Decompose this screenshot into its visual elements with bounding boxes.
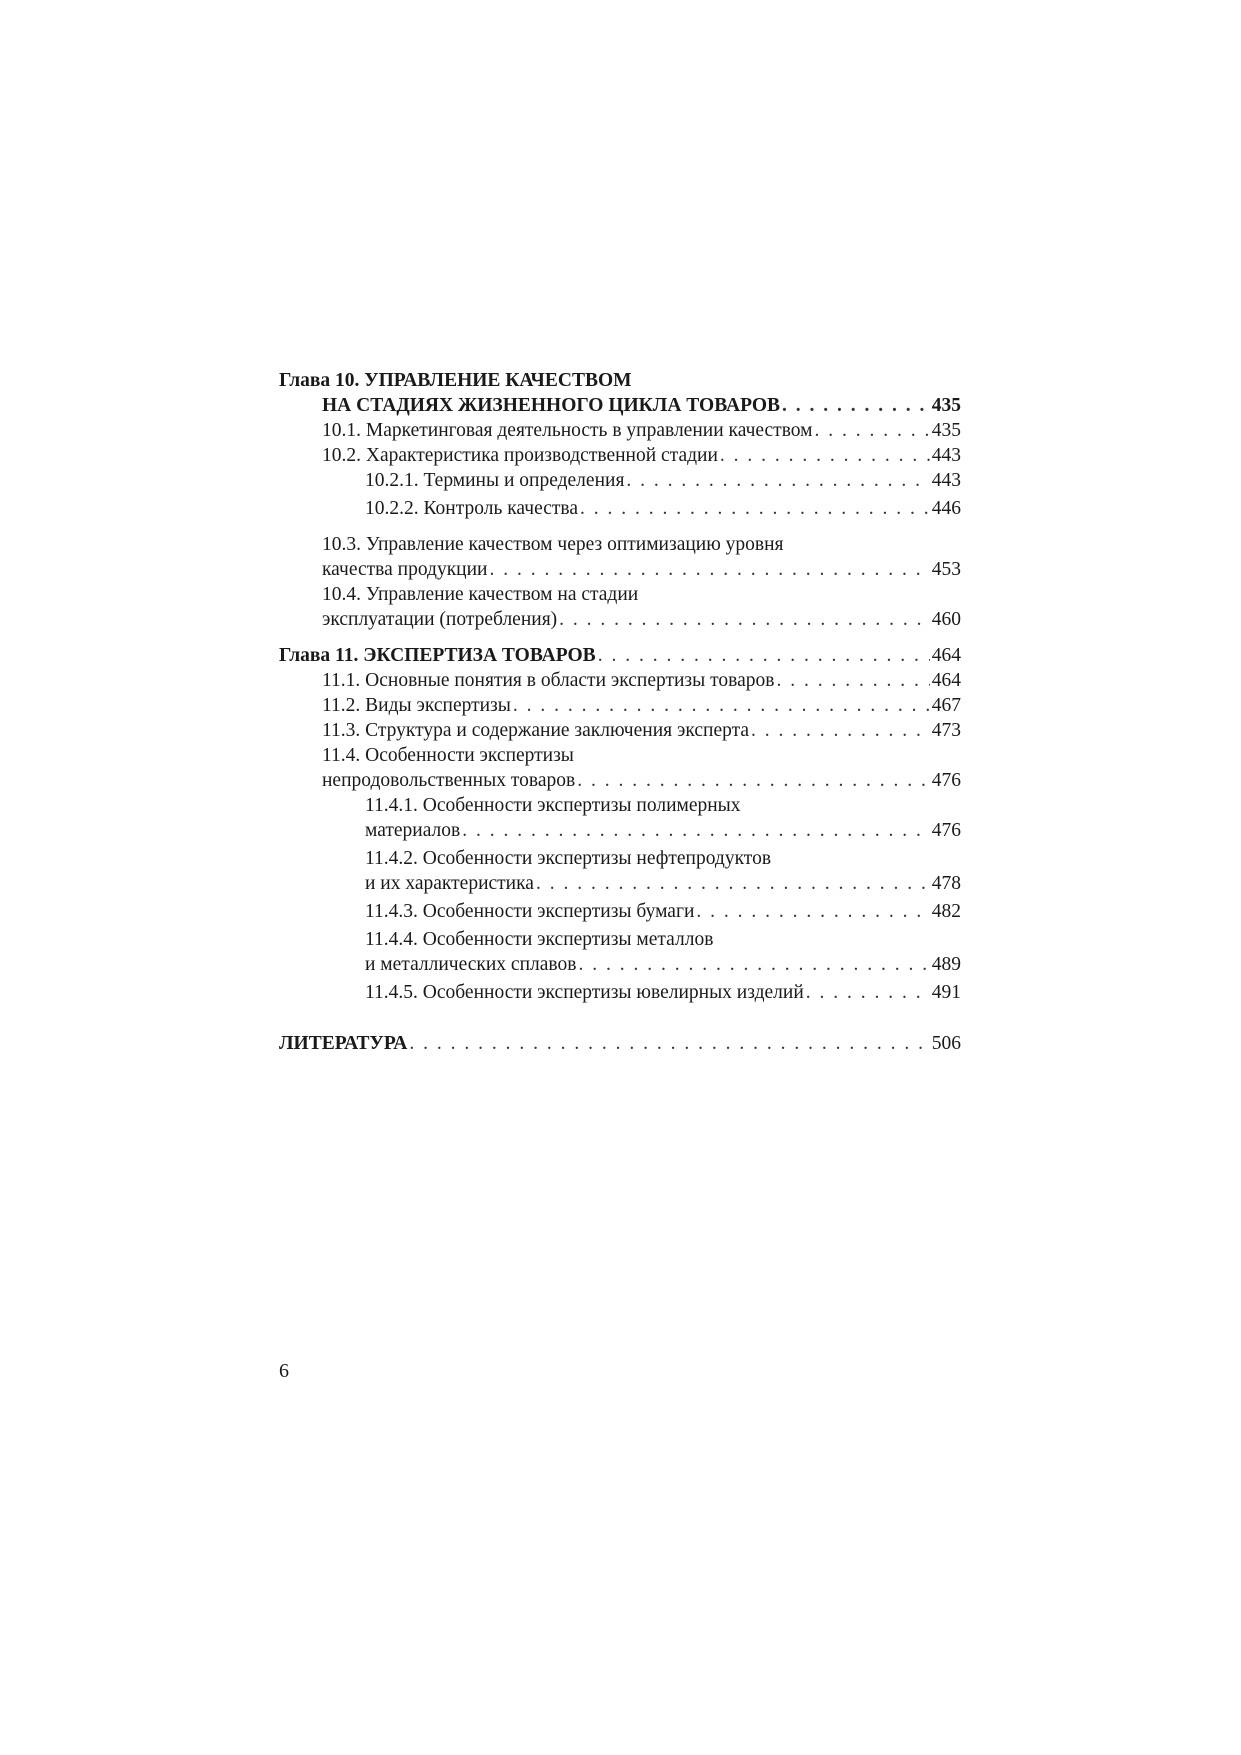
toc-leader — [559, 607, 930, 632]
toc-leader — [626, 468, 929, 493]
toc-subsection-title: 11.4.4. Особенности экспертизы металлов — [365, 929, 714, 950]
toc-leader — [776, 668, 929, 693]
toc-subsection — [279, 927, 961, 977]
toc-leader — [577, 768, 930, 793]
toc-page-number: 506 — [931, 1033, 961, 1054]
toc-section-title: 11.4. Особенности экспертизы — [322, 745, 574, 766]
toc-leader — [806, 980, 930, 1005]
toc-subsection-title: 11.4.5. Особенности экспертизы ювелирных изделий — [365, 982, 804, 1003]
toc-leader — [782, 393, 930, 418]
toc-page-number: 476 — [931, 820, 961, 841]
toc-subsection-title: 11.4.1. Особенности экспертизы полимерных — [365, 795, 741, 816]
toc-leader — [409, 1031, 929, 1056]
toc-leader — [513, 693, 930, 718]
toc-leader — [696, 899, 929, 924]
toc-page-number: 482 — [931, 901, 961, 922]
toc-page-number: 435 — [931, 420, 961, 441]
toc-section-title-cont: качества продукции — [322, 559, 488, 580]
toc-subsection — [279, 793, 961, 843]
toc-leader — [598, 643, 930, 668]
toc-section — [279, 718, 961, 743]
toc-page-number: 443 — [931, 470, 961, 491]
toc-subsection — [279, 980, 961, 1005]
toc-chapter-title: Глава 11. ЭКСПЕРТИЗА ТОВАРОВ — [279, 645, 596, 666]
toc-section — [279, 743, 961, 793]
toc-subsection — [279, 496, 961, 521]
toc-section — [279, 443, 961, 468]
toc-section-title: 10.1. Маркетинговая деятельность в управлении качеством — [322, 420, 813, 441]
toc-page-number: 464 — [931, 645, 961, 666]
toc-chapter-title: НА СТАДИЯХ ЖИЗНЕННОГО ЦИКЛА ТОВАРОВ — [322, 395, 781, 416]
toc-leader — [489, 557, 929, 582]
toc-leader — [580, 496, 930, 521]
toc-subsection-title: 10.2.1. Термины и определения — [365, 470, 625, 491]
toc-page-number: 460 — [931, 609, 961, 630]
toc-literature — [279, 1031, 961, 1056]
toc-section — [279, 582, 961, 632]
toc-section-title-cont: непродовольственных товаров — [322, 770, 576, 791]
toc-page-number: 476 — [931, 770, 961, 791]
toc-subsection — [279, 899, 961, 924]
toc-subsection-title-cont: и их характеристика — [365, 873, 534, 894]
toc-leader — [815, 418, 930, 443]
toc-leader — [751, 718, 930, 743]
toc-section — [279, 532, 961, 582]
toc-page-number: 446 — [931, 498, 961, 519]
toc-subsection-title-cont: и металлических сплавов — [365, 954, 577, 975]
toc-subsection — [279, 468, 961, 493]
toc-page-number: 464 — [931, 670, 961, 691]
toc-page-number: 453 — [931, 559, 961, 580]
toc-subsection-title: 11.4.2. Особенности экспертизы нефтепродуктов — [365, 848, 772, 869]
toc-page-number: 491 — [931, 982, 961, 1003]
toc-subsection-title-cont: материалов — [365, 820, 461, 841]
toc-section — [279, 693, 961, 718]
toc-subsection-title: 10.2.2. Контроль качества — [365, 498, 579, 519]
toc-subsection-title: 11.4.3. Особенности экспертизы бумаги — [365, 901, 695, 922]
toc-section-title: 10.3. Управление качеством через оптимизацию уровня — [322, 534, 784, 555]
toc-section-title: 10.4. Управление качеством на стадии — [322, 584, 639, 605]
toc-chapter-11 — [279, 643, 961, 668]
toc-page-number: 443 — [931, 445, 961, 466]
toc-section-title: 10.2. Характеристика производственной стадии — [322, 445, 718, 466]
toc-leader — [462, 818, 930, 843]
toc-section-title-cont: эксплуатации (потребления) — [322, 609, 558, 630]
toc-leader — [578, 952, 929, 977]
toc-page-number: 489 — [931, 954, 961, 975]
table-of-contents — [279, 368, 961, 1056]
toc-leader — [720, 443, 930, 468]
toc-section-title: 11.3. Структура и содержание заключения эксперта — [322, 720, 750, 741]
toc-leader — [536, 871, 930, 896]
toc-section-title: 11.2. Виды экспертизы — [322, 695, 511, 716]
toc-subsection — [279, 846, 961, 896]
toc-section — [279, 418, 961, 443]
toc-section-title: 11.1. Основные понятия в области экспертизы товаров — [322, 670, 775, 691]
toc-page-number: 435 — [931, 395, 961, 416]
toc-literature-title: ЛИТЕРАТУРА — [279, 1033, 408, 1054]
page-number: 6 — [279, 1360, 289, 1382]
toc-page-number: 473 — [931, 720, 961, 741]
toc-page-number: 478 — [931, 873, 961, 894]
toc-chapter-10 — [279, 368, 961, 418]
toc-section — [279, 668, 961, 693]
toc-page-number: 467 — [931, 695, 961, 716]
toc-chapter-title: Глава 10. УПРАВЛЕНИЕ КАЧЕСТВОМ — [279, 370, 632, 391]
